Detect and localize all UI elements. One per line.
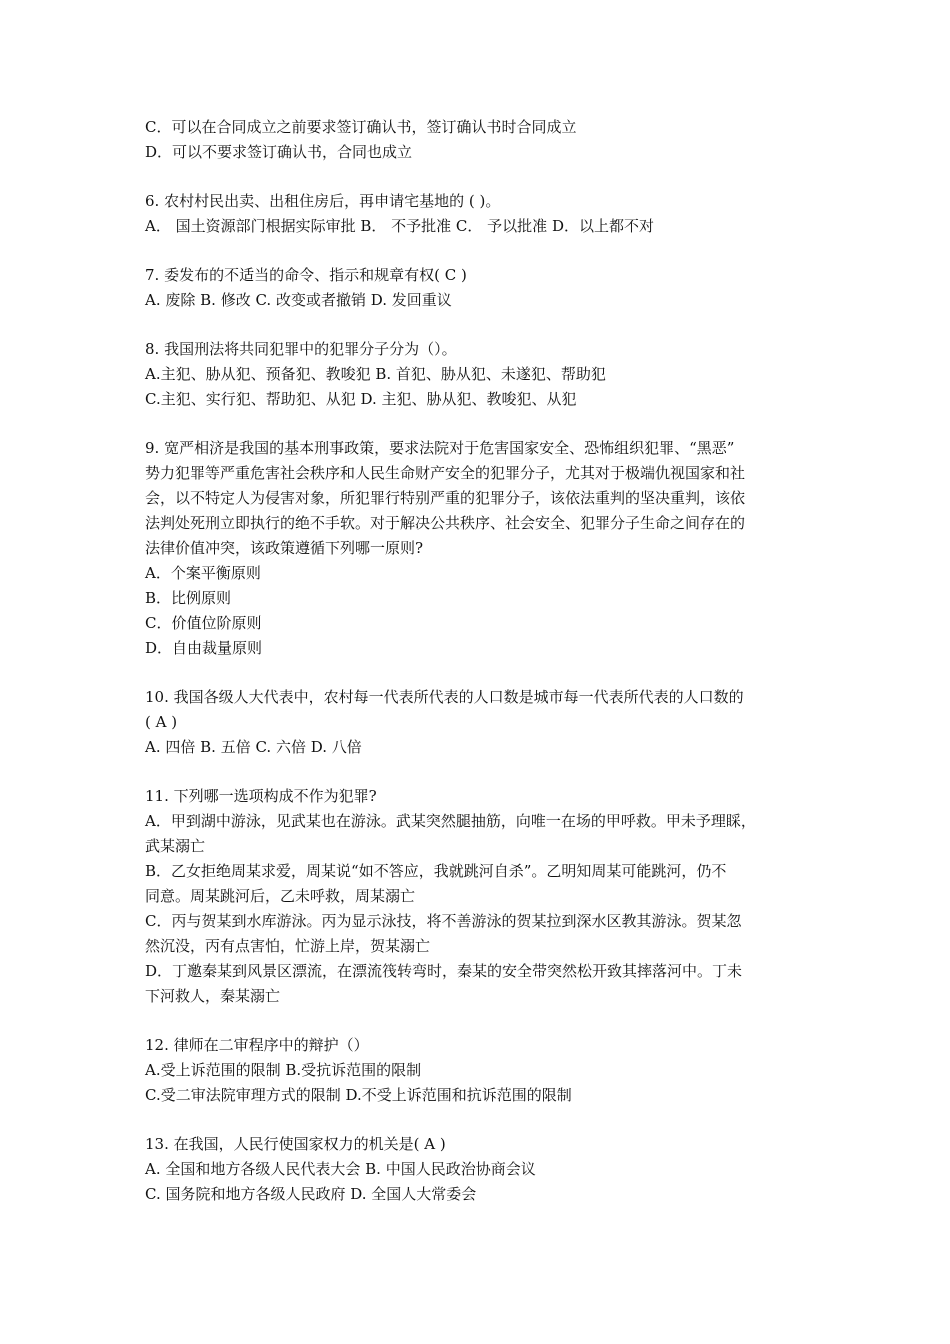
paragraph-gap [145,313,810,337]
option-line: D．自由裁量原则 [145,639,263,657]
paragraph-gap [145,165,810,189]
option-line: B．乙女拒绝周某求爱，周某说“如不答应，我就跳河自杀”。乙明知周某可能跳河，仍不 [145,862,727,880]
question-9-text: 法判处死刑立即执行的绝不手软。对于解决公共秩序、社会安全、犯罪分子生命之间存在的 [145,514,746,532]
question-9-text: 法律价值冲突，该政策遵循下列哪一原则? [145,539,424,557]
option-line: B．比例原则 [145,589,232,607]
question-7: 7. 委发布的不适当的命令、指示和规章有权( C ) [145,266,467,284]
paragraph-gap [145,1108,810,1132]
paragraph-gap [145,760,810,784]
option-line: C．价值位阶原则 [145,614,262,632]
option-line: C．丙与贺某到水库游泳。丙为显示泳技，将不善游泳的贺某拉到深水区教其游泳。贺某忽 [145,912,742,930]
option-line: D．可以不要求签订确认书，合同也成立 [145,143,413,161]
option-line: A．个案平衡原则 [145,564,261,582]
question-9-text: 会，以不特定人为侵害对象，所犯罪行特别严重的犯罪分子，该依法重判的坚决重判，该依 [145,489,746,507]
question-12: 12. 律师在二审程序中的辩护（） [145,1036,369,1054]
paragraph-gap [145,239,810,263]
question-8: 8. 我国刑法将共同犯罪中的犯罪分子分为（）。 [145,340,457,358]
option-line: C.受二审法院审理方式的限制 D.不受上诉范围和抗诉范围的限制 [145,1086,572,1104]
question-10: 10. 我国各级人大代表中，农村每一代表所代表的人口数是城市每一代表所代表的人口数的 [145,688,744,706]
option-line: A． 国土资源部门根据实际审批 B． 不予批准 C． 予以批准 D．以上都不对 [145,217,654,235]
option-line: D．丁邀秦某到风景区漂流，在漂流筏转弯时，秦某的安全带突然松开致其摔落河中。丁未 [145,962,743,980]
option-line: 同意。周某跳河后，乙未呼救，周某溺亡 [145,887,416,905]
option-line: C.主犯、实行犯、帮助犯、从犯 D. 主犯、胁从犯、教唆犯、从犯 [145,390,577,408]
question-9-text: 势力犯罪等严重危害社会秩序和人民生命财产安全的犯罪分子，尤其对于极端仇视国家和社 [145,464,746,482]
question-6: 6. 农村村民出卖、出租住房后，再申请宅基地的 ( )。 [145,192,501,210]
option-line: 下河救人，秦某溺亡 [145,987,281,1005]
question-10-text: ( A ) [145,713,178,731]
option-line: 然沉没，丙有点害怕，忙游上岸，贺某溺亡 [145,937,431,955]
option-line: C. 国务院和地方各级人民政府 D. 全国人大常委会 [145,1185,477,1203]
option-line: C．可以在合同成立之前要求签订确认书，签订确认书时合同成立 [145,118,577,136]
option-line: 武某溺亡 [145,837,206,855]
paragraph-gap [145,661,810,685]
document-page [145,115,810,1207]
option-line: A. 全国和地方各级人民代表大会 B. 中国人民政治协商会议 [145,1160,536,1178]
question-13: 13. 在我国，人民行使国家权力的机关是( A ) [145,1135,446,1153]
paragraph-gap [145,412,810,436]
option-line: A. 四倍 B. 五倍 C. 六倍 D. 八倍 [145,738,362,756]
question-9: 9. 宽严相济是我国的基本刑事政策，要求法院对于危害国家安全、恐怖组织犯罪、“黑恶” [145,439,735,457]
option-line: A．甲到湖中游泳，见武某也在游泳。武某突然腿抽筋，向唯一在场的甲呼救。甲未予理睬， [145,812,756,830]
question-11: 11. 下列哪一选项构成不作为犯罪? [145,787,377,805]
option-line: A.主犯、胁从犯、预备犯、教唆犯 B. 首犯、胁从犯、未遂犯、帮助犯 [145,365,606,383]
paragraph-gap [145,1009,810,1033]
option-line: A. 废除 B. 修改 C. 改变或者撤销 D. 发回重议 [145,291,452,309]
option-line: A.受上诉范围的限制 B.受抗诉范围的限制 [145,1061,422,1079]
